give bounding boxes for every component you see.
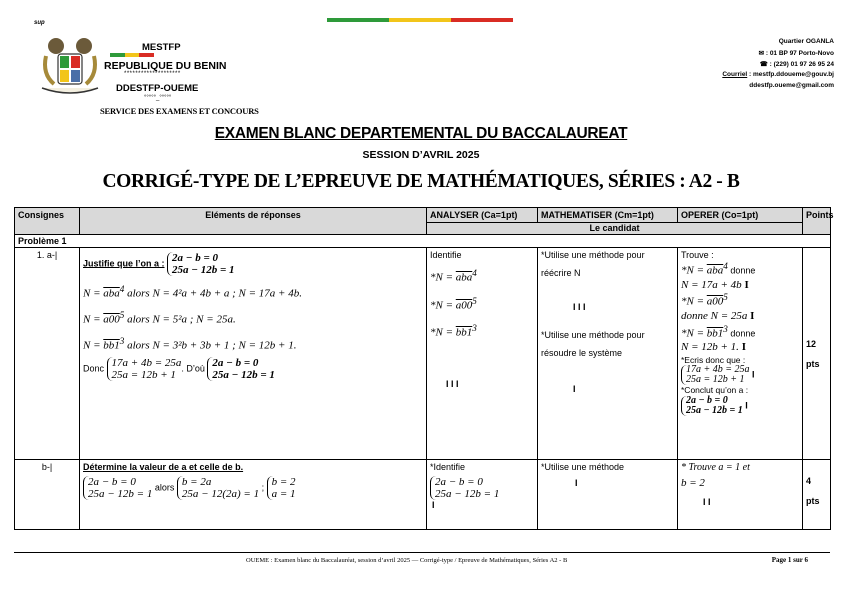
- row1-points: 12 pts: [803, 248, 831, 460]
- page-number: Page 1 sur 6: [771, 556, 808, 564]
- stars-separator: ********************: [124, 71, 181, 77]
- handwritten-mark: sup: [34, 20, 45, 26]
- row1-conclusion: Donc 17a + 4b = 25a 25a = 12b + 1. D’où 2a − b = 0 25a − 12b = 1: [83, 357, 275, 382]
- flag-green: [327, 18, 389, 22]
- dots-separator: °°°°°_°°°°°: [144, 95, 172, 101]
- address-tel: ☎ : (229) 01 97 26 95 24: [759, 61, 834, 68]
- row1-n2: $N = a00^5$ alors N = 5²a ; N = 25a.: [83, 309, 236, 326]
- footer-rule: [14, 552, 830, 553]
- ddestfp-label: DDESTFP-OUEME: [116, 83, 199, 94]
- phone-icon: ☎: [759, 61, 768, 68]
- row1-analyser: Identifie $*N = \overline{aba}^4$ $*N = a00^5$ $*N = bb1^3$ I I I: [427, 248, 538, 460]
- address-bp: ✉ : 01 BP 97 Porto-Novo: [758, 50, 834, 57]
- address-email: Courriel : mestfp.ddoueme@gouv.bj: [722, 71, 834, 78]
- row2-operer: * Trouve a = 1 et b = 2 I I: [678, 460, 803, 530]
- col-analyser: ANALYSER (Ca=1pt): [427, 208, 538, 223]
- col-mathematiser: MATHEMATISER (Cm=1pt): [538, 208, 678, 223]
- row1-operer: Trouve : $*N = \overline{aba}^4$ donne N = 17a + 4b I $*N = a00^5$ donne N = 25a I $*N = bb1^3$ donne N = 12b + 1. I *Ecris donc que : 17a + 4b = 25a 25a = 12b + 1 I *Conclut qu’on a : 2a − b = 0 25a − 12b = 1 I: [678, 248, 803, 460]
- header-row: [15, 208, 831, 223]
- top-flag-bar: [327, 18, 513, 22]
- col-points: Points: [803, 208, 831, 235]
- row1-mathematiser: *Utilise une méthode pour réécrire N I I I *Utilise une méthode pour résoudre le système I: [538, 248, 678, 460]
- correction-table: [14, 207, 834, 530]
- probleme-label: Problème 1: [15, 235, 831, 248]
- mestfp-label: MESTFP: [142, 42, 181, 53]
- row1-justify-label: Justifie que l’on a :: [83, 258, 165, 269]
- flag-red: [451, 18, 513, 22]
- table-row: [15, 248, 831, 460]
- subject-title: CORRIGÉ-TYPE DE L’EPREUVE DE MATHÉMATIQUES, SÉRIES : A2 - B: [102, 171, 740, 192]
- row1-analyser-marks: I I I: [446, 378, 459, 389]
- row1-n3: $N = bb1^3$ alors N = 3²b + 3b + 1 ; N = 12b + 1.: [83, 335, 297, 352]
- col-elements: Eléments de réponses: [80, 208, 427, 235]
- exam-title: EXAMEN BLANC DEPARTEMENTAL DU BACCALAUREAT: [214, 125, 628, 142]
- mailbox-icon: ✉: [758, 50, 765, 57]
- row1-consigne: 1. a-|: [15, 248, 80, 460]
- col-consignes: Consignes: [15, 208, 80, 235]
- mini-flag: [110, 53, 154, 57]
- republic-label: REPUBLIQUE DU BENIN: [104, 60, 227, 72]
- row2-elements: Détermine la valeur de a et celle de b. 2a − b = 0 25a − 12b = 1 alors b = 2a 25a − 12(2a) = 1 ; b = 2 a = 1: [80, 460, 427, 530]
- row2-points: 4 pts: [803, 460, 831, 530]
- address-email2: ddestfp.oueme@gmail.com: [749, 82, 834, 89]
- row2-analyser: *Identifie 2a − b = 0 25a − 12b = 1 I: [427, 460, 538, 530]
- row1-math-marks1: I I I: [573, 302, 586, 312]
- row1-n1: $N = \overline{aba}^4$ alors N = 4²a + 4b + a ; N = 17a + 4b.: [83, 284, 302, 300]
- col-operer: OPERER (Co=1pt): [678, 208, 803, 223]
- row2-mathematiser: *Utilise une méthode I: [538, 460, 678, 530]
- flag-yellow: [389, 18, 451, 22]
- row1-elements: Justifie que l’on a : 2a − b = 0 25a − 12b = 1 $N = \overline{aba}^4$ alors N = 4²a + 4b + a ; N = 17a + 4b. $N = a00^5$ alors N = 5²a ; N = 25a. $N = bb1^3$ alors N = 3²b + 3b + 1 ; N = 12b + 1. Donc 17a + 4b = 25a 25a = 12b + 1. D’où 2a − b = 0 25a − 12b = 1: [80, 248, 427, 460]
- row2-consigne: b-|: [15, 460, 80, 530]
- row1-math-marks2: I: [573, 384, 576, 394]
- address-quartier: Quartier OGANLA: [778, 38, 834, 45]
- candidat-label: Le candidat: [427, 223, 803, 235]
- footer-text: OUEME : Examen blanc du Baccalauréat, session d’avril 2025 — Corrigé-type / Epreuve de Mathématiques, Séries A2 - B: [246, 557, 568, 564]
- table-row: [15, 460, 831, 530]
- row2-determine-label: Détermine la valeur de a et celle de b.: [83, 462, 244, 472]
- service-label: SERVICE DES EXAMENS ET CONCOURS: [100, 106, 259, 116]
- session-title: SESSION D’AVRIL 2025: [362, 149, 480, 161]
- coat-of-arms-emblem: [36, 34, 104, 100]
